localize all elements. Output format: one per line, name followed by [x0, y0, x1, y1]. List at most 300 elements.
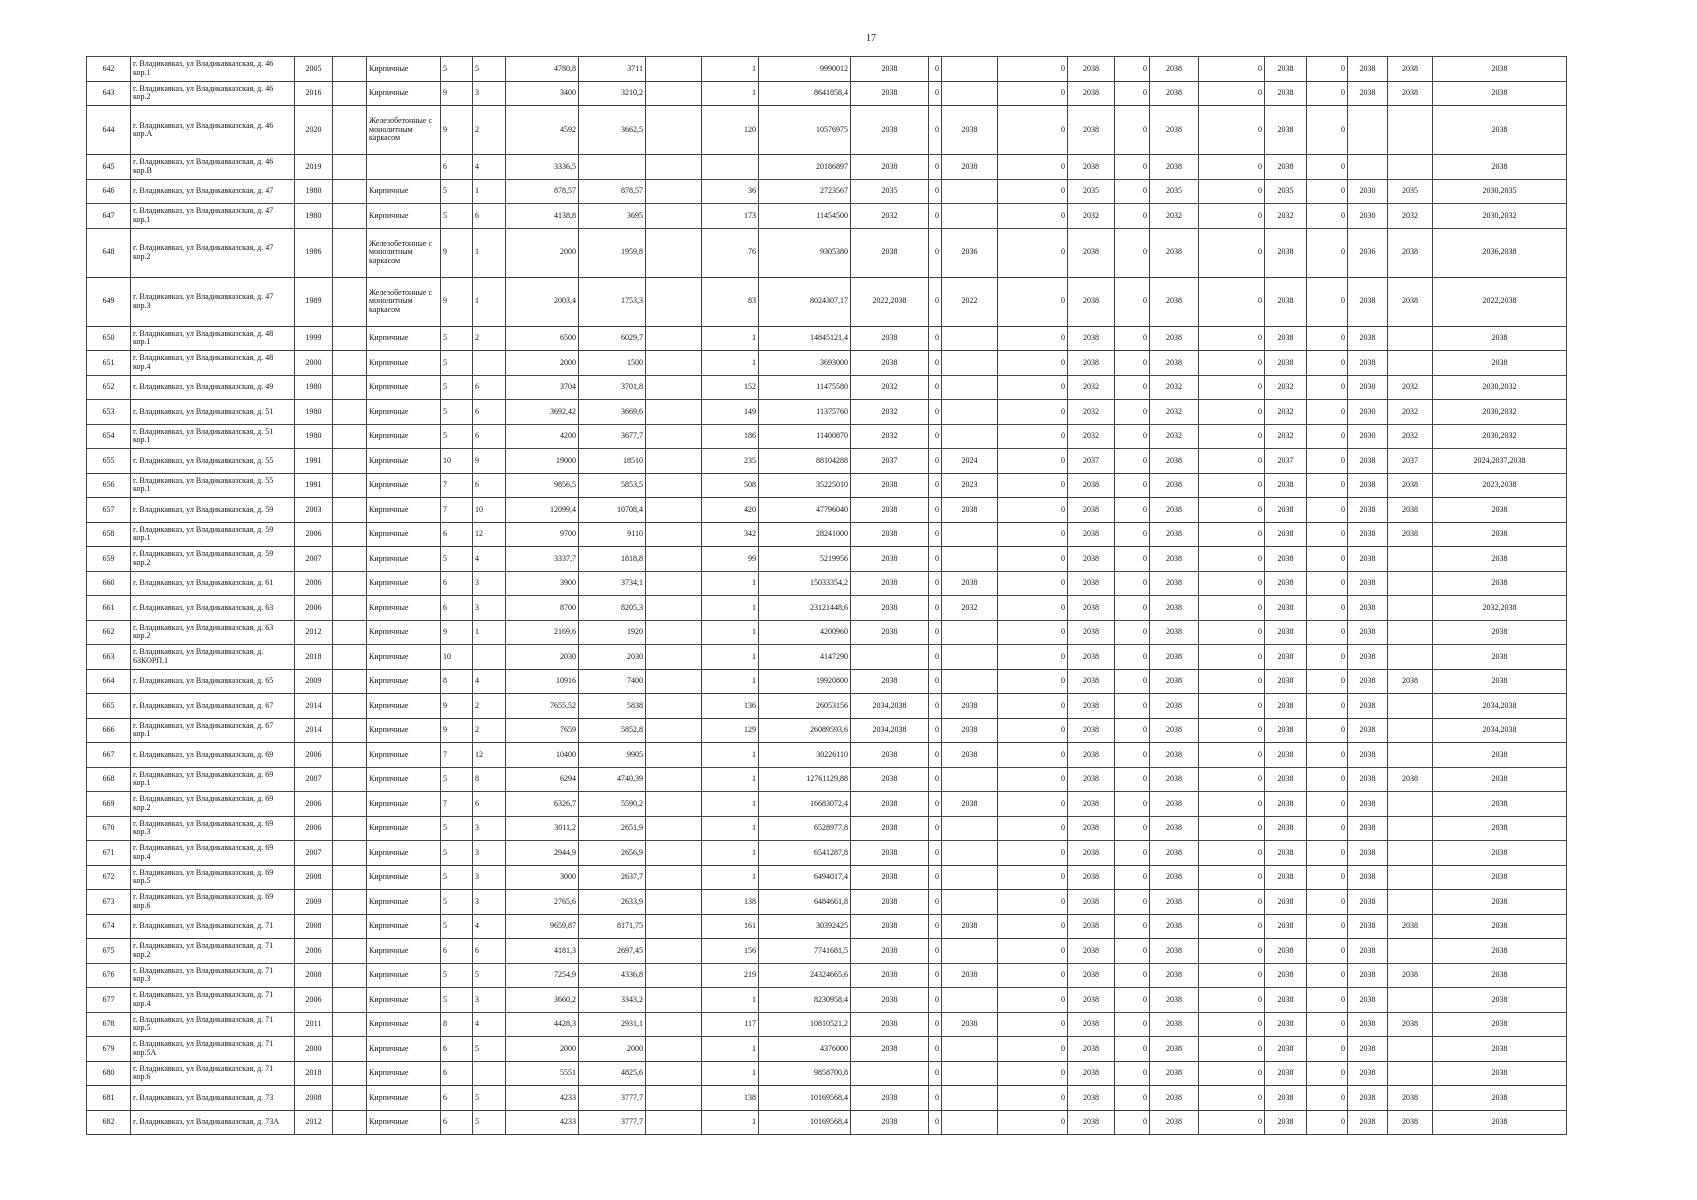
cell-address: г. Владикавказ, ул Владикавказская, д. 59 кор.1	[131, 522, 295, 547]
cell-years-summary: 2038	[1433, 1037, 1567, 1062]
cell-years-summary: 2038	[1433, 1012, 1567, 1037]
cell-zero: 0	[1307, 277, 1348, 326]
cell-year-roof: 2038	[851, 914, 929, 939]
cell-zero: 0	[1115, 424, 1150, 449]
cell-total-area: 3336,5	[506, 155, 579, 180]
table-row	[87, 841, 1567, 866]
cell-zero: 0	[1199, 449, 1265, 474]
cell-years-summary: 2038	[1433, 645, 1567, 670]
cell-wall-material: Железобетонные с монолитным каркасом	[367, 277, 441, 326]
cell-year-basement: 2038	[1068, 914, 1115, 939]
cell-living-area: 4825,6	[579, 1061, 646, 1086]
cell-year-roof: 2038	[851, 81, 929, 106]
cell-zero: 0	[929, 645, 942, 670]
cell-zero: 0	[1115, 792, 1150, 817]
cell-zero: 0	[1199, 620, 1265, 645]
cell-cell-blank	[333, 375, 367, 400]
cell-total-area: 4138,8	[506, 204, 579, 229]
cell-address: г. Владикавказ, ул Владикавказская, д. 69 кор.4	[131, 841, 295, 866]
cell-cell-blank	[646, 81, 702, 106]
cell-year-built: 1980	[295, 400, 333, 425]
cell-entrances: 5	[473, 1110, 506, 1135]
cell-year-a: 2030	[1348, 179, 1388, 204]
cell-year-heating: 2038	[1265, 743, 1307, 768]
cell-living-area: 2637,7	[579, 865, 646, 890]
cell-total-area: 4233	[506, 1086, 579, 1111]
cell-years-summary: 2038	[1433, 1061, 1567, 1086]
cell-zero: 0	[1307, 204, 1348, 229]
cell-zero: 0	[929, 841, 942, 866]
cell-year-b	[1388, 1061, 1433, 1086]
cell-total-area: 2000	[506, 351, 579, 376]
cell-year-b	[1388, 890, 1433, 915]
cell-row-number: 668	[87, 767, 131, 792]
cell-row-number: 653	[87, 400, 131, 425]
cell-row-number: 664	[87, 669, 131, 694]
cell-year-a: 2038	[1348, 277, 1388, 326]
cell-zero: 0	[1115, 179, 1150, 204]
cell-cell-blank	[646, 1012, 702, 1037]
cell-year-basement: 2038	[1068, 792, 1115, 817]
cell-cell-blank	[333, 449, 367, 474]
cell-year-a: 2038	[1348, 645, 1388, 670]
table-row	[87, 1110, 1567, 1135]
table-row	[87, 400, 1567, 425]
cell-wall-material: Кирпичные	[367, 1086, 441, 1111]
cell-living-area	[579, 155, 646, 180]
cell-zero: 0	[998, 57, 1068, 82]
cell-entrances: 4	[473, 669, 506, 694]
cell-zero: 0	[929, 351, 942, 376]
cell-zero: 0	[998, 718, 1068, 743]
cell-year-basement: 2038	[1068, 1110, 1115, 1135]
cell-year-heating: 2038	[1265, 1086, 1307, 1111]
cell-zero: 0	[1199, 81, 1265, 106]
cell-total-area: 7254,9	[506, 963, 579, 988]
cell-zero: 0	[1199, 890, 1265, 915]
cell-wall-material: Кирпичные	[367, 694, 441, 719]
cell-year-basement: 2038	[1068, 767, 1115, 792]
cell-year-built: 2003	[295, 498, 333, 523]
cell-address: г. Владикавказ, ул Владикавказская, д. 46 кор.1	[131, 57, 295, 82]
cell-address: г. Владикавказ, ул Владикавказская, д. 69 кор.1	[131, 767, 295, 792]
cell-entrances: 3	[473, 865, 506, 890]
cell-zero: 0	[998, 767, 1068, 792]
cell-floors: 9	[441, 81, 473, 106]
cell-residents: 136	[702, 694, 759, 719]
cell-living-area: 3701,8	[579, 375, 646, 400]
cell-wall-material: Кирпичные	[367, 939, 441, 964]
cell-living-area: 3343,2	[579, 988, 646, 1013]
cell-row-number: 656	[87, 473, 131, 498]
cell-year-facade	[942, 865, 998, 890]
cell-year-b: 2038	[1388, 669, 1433, 694]
cell-cost: 8641858,4	[759, 81, 851, 106]
cell-zero: 0	[1199, 228, 1265, 277]
table-row	[87, 179, 1567, 204]
cell-year-basement: 2038	[1068, 841, 1115, 866]
table-row	[87, 106, 1567, 155]
cell-years-summary: 2034,2038	[1433, 694, 1567, 719]
cell-year-a: 2038	[1348, 767, 1388, 792]
cell-cell-blank	[333, 1086, 367, 1111]
cell-living-area: 1818,8	[579, 547, 646, 572]
cell-living-area: 3711	[579, 57, 646, 82]
cell-year-roof: 2038	[851, 939, 929, 964]
cell-year-facade: 2036	[942, 228, 998, 277]
cell-year-heating: 2038	[1265, 620, 1307, 645]
cell-year-basement: 2032	[1068, 400, 1115, 425]
cell-year-facade	[942, 400, 998, 425]
cell-year-heating: 2038	[1265, 351, 1307, 376]
cell-year-built: 2008	[295, 914, 333, 939]
cell-zero: 0	[929, 890, 942, 915]
cell-year-basement: 2038	[1068, 57, 1115, 82]
table-row	[87, 890, 1567, 915]
cell-floors: 9	[441, 718, 473, 743]
cell-zero: 0	[998, 669, 1068, 694]
cell-year-a: 2038	[1348, 81, 1388, 106]
cell-address: г. Владикавказ, ул Владикавказская, д. 71 кор.6	[131, 1061, 295, 1086]
cell-living-area: 5852,8	[579, 718, 646, 743]
cell-zero: 0	[929, 547, 942, 572]
cell-zero: 0	[929, 449, 942, 474]
cell-zero: 0	[998, 106, 1068, 155]
cell-year-engineering: 2038	[1150, 326, 1199, 351]
cell-year-b	[1388, 571, 1433, 596]
cell-year-a: 2038	[1348, 57, 1388, 82]
cell-zero: 0	[1115, 694, 1150, 719]
cell-address: г. Владикавказ, ул Владикавказская, д. 46 кор.2	[131, 81, 295, 106]
cell-zero: 0	[1199, 326, 1265, 351]
cell-cell-blank	[646, 865, 702, 890]
table-row	[87, 596, 1567, 621]
cell-years-summary: 2038	[1433, 792, 1567, 817]
cell-year-roof: 2038	[851, 1110, 929, 1135]
page-number: 17	[866, 33, 876, 44]
cell-zero: 0	[1199, 939, 1265, 964]
cell-zero: 0	[1307, 1110, 1348, 1135]
cell-zero: 0	[1115, 1086, 1150, 1111]
cell-year-basement: 2038	[1068, 155, 1115, 180]
table-row	[87, 522, 1567, 547]
cell-year-b	[1388, 596, 1433, 621]
cell-year-built: 2012	[295, 620, 333, 645]
cell-row-number: 661	[87, 596, 131, 621]
cell-zero: 0	[929, 816, 942, 841]
cell-zero: 0	[1307, 57, 1348, 82]
cell-address: г. Владикавказ, ул Владикавказская, д. 67 кор.1	[131, 718, 295, 743]
cell-zero: 0	[1307, 767, 1348, 792]
cell-year-heating: 2038	[1265, 890, 1307, 915]
cell-year-built: 2018	[295, 1061, 333, 1086]
cell-year-b	[1388, 865, 1433, 890]
cell-year-b	[1388, 620, 1433, 645]
cell-zero: 0	[1199, 645, 1265, 670]
cell-wall-material: Кирпичные	[367, 841, 441, 866]
cell-year-roof: 2038	[851, 669, 929, 694]
cell-entrances: 6	[473, 424, 506, 449]
cell-entrances: 2	[473, 326, 506, 351]
cell-floors: 7	[441, 498, 473, 523]
cell-cell-blank	[646, 620, 702, 645]
cell-years-summary: 2038	[1433, 743, 1567, 768]
cell-address: г. Владикавказ, ул Владикавказская, д. 46 кор.А	[131, 106, 295, 155]
cell-year-facade	[942, 179, 998, 204]
cell-floors: 9	[441, 228, 473, 277]
cell-year-roof: 2038	[851, 473, 929, 498]
cell-residents: 1	[702, 1110, 759, 1135]
cell-entrances	[473, 351, 506, 376]
cell-wall-material: Кирпичные	[367, 669, 441, 694]
cell-residents: 1	[702, 743, 759, 768]
cell-address: г. Владикавказ, ул Владикавказская, д. 47 кор.3	[131, 277, 295, 326]
cell-year-a: 2038	[1348, 449, 1388, 474]
cell-entrances: 1	[473, 179, 506, 204]
cell-year-heating: 2038	[1265, 1110, 1307, 1135]
cell-year-built: 2005	[295, 57, 333, 82]
cell-year-b: 2035	[1388, 179, 1433, 204]
cell-zero: 0	[929, 620, 942, 645]
cell-cell-blank	[646, 375, 702, 400]
cell-zero: 0	[1199, 498, 1265, 523]
cell-row-number: 678	[87, 1012, 131, 1037]
cell-year-b: 2038	[1388, 963, 1433, 988]
cell-cell-blank	[646, 669, 702, 694]
cell-floors: 5	[441, 547, 473, 572]
cell-year-engineering: 2038	[1150, 963, 1199, 988]
cell-year-engineering: 2038	[1150, 816, 1199, 841]
cell-year-basement: 2032	[1068, 375, 1115, 400]
cell-year-facade: 2038	[942, 914, 998, 939]
cell-year-b: 2038	[1388, 1110, 1433, 1135]
cell-entrances: 12	[473, 743, 506, 768]
cell-zero: 0	[929, 424, 942, 449]
table-row	[87, 1037, 1567, 1062]
cell-zero: 0	[1199, 547, 1265, 572]
cell-years-summary: 2034,2038	[1433, 718, 1567, 743]
cell-residents: 36	[702, 179, 759, 204]
cell-living-area: 5838	[579, 694, 646, 719]
cell-zero: 0	[1115, 1012, 1150, 1037]
cell-total-area: 19000	[506, 449, 579, 474]
cell-year-b	[1388, 106, 1433, 155]
cell-year-b	[1388, 718, 1433, 743]
cell-zero: 0	[1115, 1061, 1150, 1086]
cell-address: г. Владикавказ, ул Владикавказская, д. 55	[131, 449, 295, 474]
cell-cell-blank	[333, 963, 367, 988]
cell-year-built: 2007	[295, 767, 333, 792]
cell-row-number: 667	[87, 743, 131, 768]
cell-year-engineering: 2038	[1150, 792, 1199, 817]
cell-year-engineering: 2038	[1150, 620, 1199, 645]
cell-zero: 0	[929, 228, 942, 277]
cell-cost: 19920800	[759, 669, 851, 694]
cell-year-basement: 2038	[1068, 865, 1115, 890]
cell-total-area: 2003,4	[506, 277, 579, 326]
cell-zero: 0	[1307, 351, 1348, 376]
cell-year-engineering: 2038	[1150, 1086, 1199, 1111]
cell-year-built: 1980	[295, 179, 333, 204]
cell-residents: 1	[702, 669, 759, 694]
cell-year-facade	[942, 1061, 998, 1086]
cell-living-area: 18510	[579, 449, 646, 474]
cell-zero: 0	[929, 277, 942, 326]
cell-year-basement: 2038	[1068, 228, 1115, 277]
cell-row-number: 670	[87, 816, 131, 841]
cell-zero: 0	[1307, 547, 1348, 572]
cell-zero: 0	[1307, 596, 1348, 621]
cell-zero: 0	[929, 1037, 942, 1062]
cell-entrances: 3	[473, 816, 506, 841]
cell-year-roof: 2038	[851, 988, 929, 1013]
cell-cost: 47796040	[759, 498, 851, 523]
cell-year-heating: 2038	[1265, 1061, 1307, 1086]
cell-year-basement: 2038	[1068, 351, 1115, 376]
cell-cost: 2723567	[759, 179, 851, 204]
cell-total-area: 9856,5	[506, 473, 579, 498]
cell-year-roof: 2038	[851, 351, 929, 376]
cell-year-facade: 2038	[942, 963, 998, 988]
cell-year-engineering: 2038	[1150, 155, 1199, 180]
cell-residents: 1	[702, 1037, 759, 1062]
cell-wall-material: Кирпичные	[367, 890, 441, 915]
cell-year-b: 2038	[1388, 767, 1433, 792]
cell-cell-blank	[333, 498, 367, 523]
cell-entrances: 3	[473, 596, 506, 621]
cell-years-summary: 2038	[1433, 498, 1567, 523]
cell-year-basement: 2038	[1068, 106, 1115, 155]
cell-cell-blank	[333, 424, 367, 449]
cell-year-built: 1989	[295, 277, 333, 326]
cell-wall-material: Кирпичные	[367, 792, 441, 817]
cell-years-summary: 2030,2035	[1433, 179, 1567, 204]
cell-zero: 0	[1115, 816, 1150, 841]
cell-years-summary: 2038	[1433, 1110, 1567, 1135]
cell-cost: 11375760	[759, 400, 851, 425]
cell-wall-material	[367, 155, 441, 180]
cell-year-built: 2020	[295, 106, 333, 155]
cell-year-heating: 2038	[1265, 326, 1307, 351]
cell-zero: 0	[1199, 816, 1265, 841]
cell-year-built: 2006	[295, 743, 333, 768]
cell-year-facade	[942, 645, 998, 670]
cell-floors: 7	[441, 473, 473, 498]
cell-year-a: 2038	[1348, 792, 1388, 817]
cell-year-engineering: 2038	[1150, 865, 1199, 890]
cell-cell-blank	[646, 890, 702, 915]
cell-entrances: 5	[473, 1086, 506, 1111]
cell-year-roof: 2032	[851, 400, 929, 425]
cell-year-a: 2038	[1348, 939, 1388, 964]
cell-cell-blank	[646, 841, 702, 866]
cell-total-area: 3704	[506, 375, 579, 400]
cell-year-basement: 2038	[1068, 1037, 1115, 1062]
cell-years-summary: 2022,2038	[1433, 277, 1567, 326]
cell-zero: 0	[929, 914, 942, 939]
cell-residents	[702, 155, 759, 180]
cell-cell-blank	[646, 988, 702, 1013]
cell-cost: 28241000	[759, 522, 851, 547]
cell-year-engineering: 2038	[1150, 645, 1199, 670]
cell-year-roof: 2038	[851, 1012, 929, 1037]
cell-address: г. Владикавказ, ул Владикавказская, д. 69 кор.3	[131, 816, 295, 841]
cell-year-a: 2038	[1348, 963, 1388, 988]
cell-entrances: 6	[473, 473, 506, 498]
cell-year-a: 2038	[1348, 498, 1388, 523]
cell-year-roof: 2032	[851, 424, 929, 449]
cell-zero: 0	[1307, 620, 1348, 645]
cell-year-roof: 2038	[851, 1037, 929, 1062]
cell-zero: 0	[1115, 400, 1150, 425]
cell-total-area: 4780,8	[506, 57, 579, 82]
cell-year-basement: 2038	[1068, 988, 1115, 1013]
cell-total-area: 878,57	[506, 179, 579, 204]
cell-zero: 0	[1307, 1086, 1348, 1111]
cell-zero: 0	[1199, 963, 1265, 988]
cell-year-roof: 2038	[851, 743, 929, 768]
cell-cost: 26089593,6	[759, 718, 851, 743]
cell-zero: 0	[1199, 571, 1265, 596]
cell-year-roof: 2038	[851, 1086, 929, 1111]
cell-years-summary: 2038	[1433, 841, 1567, 866]
cell-total-area: 3400	[506, 81, 579, 106]
cell-cost: 14845121,4	[759, 326, 851, 351]
cell-floors: 6	[441, 939, 473, 964]
cell-residents: 1	[702, 792, 759, 817]
cell-zero: 0	[929, 1061, 942, 1086]
cell-year-heating: 2038	[1265, 571, 1307, 596]
cell-zero: 0	[1199, 914, 1265, 939]
cell-year-heating: 2038	[1265, 988, 1307, 1013]
cell-cell-blank	[333, 718, 367, 743]
cell-row-number: 657	[87, 498, 131, 523]
cell-year-a: 2030	[1348, 400, 1388, 425]
cell-cost: 35225010	[759, 473, 851, 498]
cell-wall-material: Кирпичные	[367, 620, 441, 645]
cell-zero: 0	[929, 400, 942, 425]
cell-living-area: 5590,2	[579, 792, 646, 817]
cell-zero: 0	[929, 865, 942, 890]
cell-cell-blank	[646, 473, 702, 498]
cell-year-a: 2038	[1348, 473, 1388, 498]
cell-year-heating: 2038	[1265, 694, 1307, 719]
cell-cell-blank	[646, 694, 702, 719]
cell-zero: 0	[998, 571, 1068, 596]
cell-residents: 152	[702, 375, 759, 400]
cell-year-built: 2009	[295, 669, 333, 694]
cell-year-roof: 2038	[851, 865, 929, 890]
cell-floors: 5	[441, 767, 473, 792]
cell-floors: 9	[441, 106, 473, 155]
cell-zero: 0	[1199, 988, 1265, 1013]
cell-years-summary: 2038	[1433, 988, 1567, 1013]
cell-address: г. Владикавказ, ул Владикавказская, д. 51 кор.1	[131, 424, 295, 449]
cell-year-built: 2006	[295, 522, 333, 547]
cell-years-summary: 2038	[1433, 155, 1567, 180]
cell-cell-blank	[646, 449, 702, 474]
cell-zero: 0	[998, 179, 1068, 204]
cell-cell-blank	[646, 424, 702, 449]
cell-entrances	[473, 645, 506, 670]
cell-zero: 0	[929, 375, 942, 400]
cell-year-b	[1388, 1037, 1433, 1062]
cell-year-facade	[942, 939, 998, 964]
cell-entrances: 4	[473, 914, 506, 939]
cell-zero: 0	[1199, 1110, 1265, 1135]
cell-cell-blank	[333, 571, 367, 596]
cell-cost: 23121448,6	[759, 596, 851, 621]
